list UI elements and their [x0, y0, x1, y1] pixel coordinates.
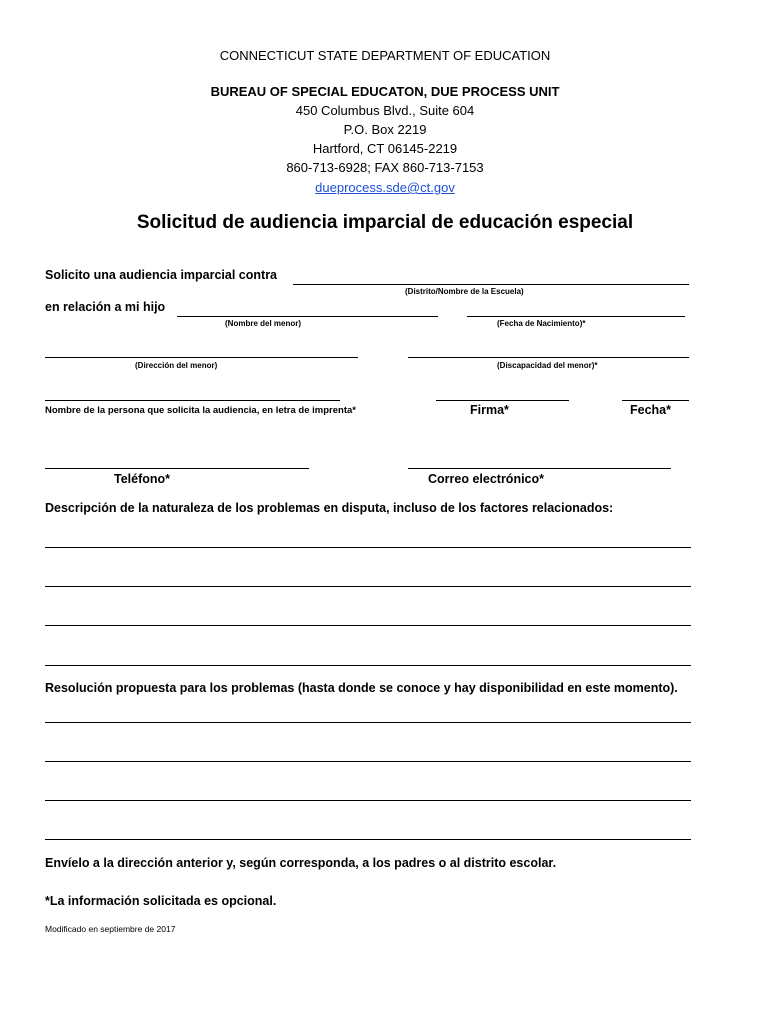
- description-line-3[interactable]: [45, 625, 691, 626]
- address-line-3: Hartford, CT 06145-2219: [312, 141, 458, 156]
- address-caption: (Dirección del menor): [135, 361, 218, 370]
- disability-field-line[interactable]: [408, 357, 689, 358]
- email-link[interactable]: dueprocess.sde@ct.gov: [315, 180, 455, 195]
- phone-caption: Teléfono*: [114, 472, 171, 486]
- address-line-2: P.O. Box 2219: [343, 122, 427, 137]
- description-line-2[interactable]: [45, 586, 691, 587]
- email-caption: Correo electrónico*: [428, 472, 545, 486]
- resolution-line-1[interactable]: [45, 722, 691, 723]
- optional-note: *La información solicitada es opcional.: [45, 894, 277, 908]
- resolution-label: Resolución propuesta para los problemas (hasta donde se conoce y hay disponibilidad en este momento).: [45, 681, 678, 695]
- bureau-name: BUREAU OF SPECIAL EDUCATON, DUE PROCESS UNIT: [210, 84, 560, 99]
- resolution-line-2[interactable]: [45, 761, 691, 762]
- email-field-line[interactable]: [408, 468, 671, 469]
- description-line-4[interactable]: [45, 665, 691, 666]
- email-line: [0, 179, 770, 197]
- requester-field-line[interactable]: [45, 400, 340, 401]
- child-name-caption: (Nombre del menor): [225, 319, 302, 328]
- signature-caption: Firma*: [470, 403, 509, 417]
- district-caption: (Distrito/Nombre de la Escuela): [405, 287, 524, 296]
- against-label: Solicito una audiencia imparcial contra: [45, 268, 278, 282]
- date-field-line[interactable]: [622, 400, 689, 401]
- phone-field-line[interactable]: [45, 468, 309, 469]
- department-name: CONNECTICUT STATE DEPARTMENT OF EDUCATION: [219, 48, 551, 63]
- revision-note: Modificado en septiembre de 2017: [45, 924, 176, 934]
- child-label: en relación a mi hijo: [45, 300, 166, 314]
- resolution-line-4[interactable]: [45, 839, 691, 840]
- description-line-1[interactable]: [45, 547, 691, 548]
- form-title: Solicitud de audiencia imparcial de educación especial: [136, 212, 634, 233]
- disability-caption: (Discapacidad del menor)*: [497, 361, 598, 370]
- dob-field-line[interactable]: [467, 316, 685, 317]
- send-note: Envíelo a la dirección anterior y, según corresponda, a los padres o al distrito escolar.: [45, 856, 557, 870]
- date-caption: Fecha*: [630, 403, 671, 417]
- resolution-line-3[interactable]: [45, 800, 691, 801]
- district-field-line[interactable]: [293, 284, 689, 285]
- address-line-1: 450 Columbus Blvd., Suite 604: [295, 103, 475, 118]
- description-label: Descripción de la naturaleza de los problemas en disputa, incluso de los factores relacionados:: [45, 501, 614, 515]
- phone-fax: 860-713-6928; FAX 860-713-7153: [286, 160, 484, 175]
- signature-field-line[interactable]: [436, 400, 569, 401]
- child-name-field-line[interactable]: [177, 316, 438, 317]
- requester-caption: Nombre de la persona que solicita la audiencia, en letra de imprenta*: [45, 405, 356, 416]
- address-field-line[interactable]: [45, 357, 358, 358]
- dob-caption: (Fecha de Nacimiento)*: [497, 319, 586, 328]
